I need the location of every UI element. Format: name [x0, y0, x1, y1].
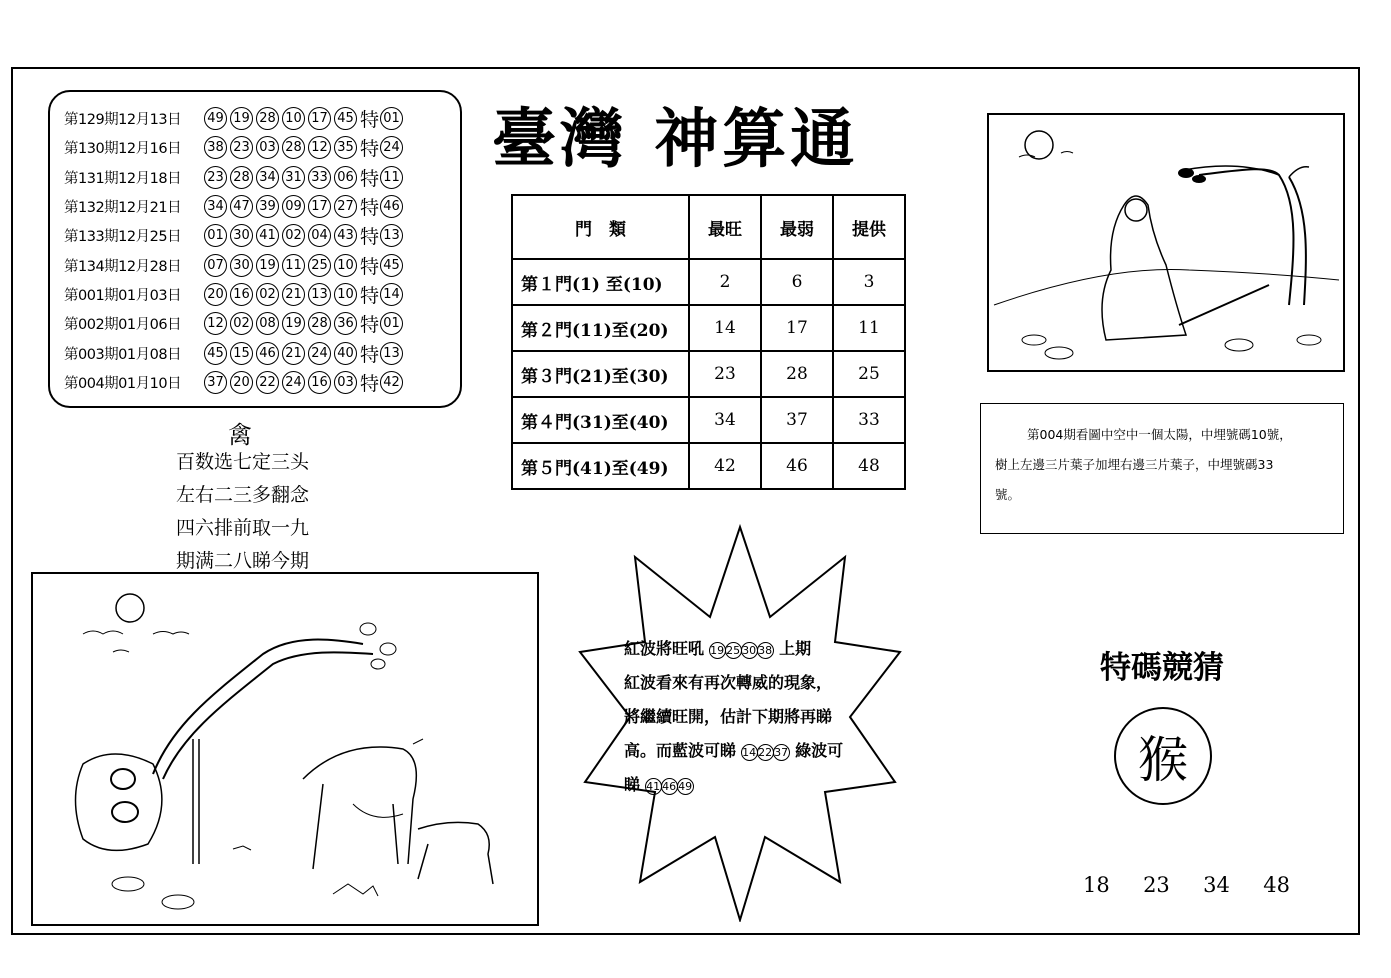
history-period-label: 第131期12月18日 [64, 170, 182, 187]
number-ball: 28 [308, 312, 331, 335]
explanation-line: 號。 [995, 487, 1021, 502]
number-ball: 10 [282, 107, 305, 130]
history-row [64, 133, 460, 162]
history-row [64, 368, 460, 397]
number-ball: 17 [308, 195, 331, 218]
number-ball: 19 [256, 254, 279, 277]
cell-provide: 3 [833, 259, 905, 305]
star-line-1-tail: 上期 [779, 639, 812, 658]
number-ball: 33 [308, 166, 331, 189]
gate-label: 第２門(11)至(20) [512, 305, 689, 351]
number-ball: 21 [282, 283, 305, 306]
poem-line: 期满二八睇今期 [176, 550, 310, 572]
number-ball: 19 [710, 644, 725, 657]
history-period-label: 第132期12月21日 [64, 200, 182, 217]
gate-label: 第４門(31)至(40) [512, 397, 689, 443]
special-label: 特 [360, 197, 380, 220]
cell-cold: 46 [761, 443, 833, 489]
number-ball: 22 [256, 371, 279, 394]
special-number-ball: 14 [380, 283, 403, 306]
number-ball: 38 [204, 136, 227, 159]
history-row [64, 163, 460, 192]
cell-provide: 25 [833, 351, 905, 397]
special-guess-title: 特碼競猜 [1100, 650, 1224, 686]
cell-hot: 23 [689, 351, 761, 397]
number-ball: 35 [334, 136, 357, 159]
header-hot: 最旺 [689, 195, 761, 259]
number-ball: 36 [334, 312, 357, 335]
history-period-label: 第133期12月25日 [64, 229, 182, 246]
cell-hot: 42 [689, 443, 761, 489]
history-row [64, 221, 460, 250]
number-ball: 30 [230, 224, 253, 247]
number-ball: 10 [334, 283, 357, 306]
special-label: 特 [360, 255, 380, 278]
cell-provide: 11 [833, 305, 905, 351]
number-ball: 11 [282, 254, 305, 277]
special-label: 特 [360, 314, 380, 337]
explanation-line: 第004期看圖中空中一個太陽，中埋號碼10號， [1027, 427, 1292, 442]
history-row [64, 309, 460, 338]
poem-line: 四六排前取一九 [176, 517, 310, 539]
old-man-drawing [989, 115, 1343, 370]
special-number-ball: 01 [380, 312, 403, 335]
history-period-label: 第002期01月06日 [64, 317, 182, 334]
number-ball: 16 [308, 371, 331, 394]
star-line-4-text: 高。而藍波可睇 [624, 741, 737, 760]
number-ball: 45 [204, 342, 227, 365]
number-ball: 37 [204, 371, 227, 394]
illustration-old-man [987, 113, 1345, 372]
header-provide: 提供 [833, 195, 905, 259]
number-ball: 49 [678, 780, 693, 793]
number-ball: 46 [662, 780, 677, 793]
illustration-goats [31, 572, 539, 926]
number-ball: 04 [308, 224, 331, 247]
history-row [64, 280, 460, 309]
table-row [512, 351, 905, 397]
special-number-ball: 13 [380, 224, 403, 247]
number-ball: 12 [204, 312, 227, 335]
star-line: 將繼續旺開，估計下期將再睇 [624, 707, 833, 726]
poem-line: 百数选七定三头 [176, 451, 310, 473]
draw-history-box [48, 90, 462, 408]
number-ball: 13 [308, 283, 331, 306]
star-line-1-text: 紅波將旺吼 [624, 639, 705, 658]
number-ball: 19 [282, 312, 305, 335]
number-ball: 30 [742, 644, 757, 657]
special-label: 特 [360, 226, 380, 249]
guess-numbers: 18 23 34 48 [1083, 873, 1290, 897]
number-ball: 25 [726, 644, 741, 657]
number-ball: 15 [230, 342, 253, 365]
explanation-line: 樹上左邊三片葉子加埋右邊三片葉子，中埋號碼33 [995, 457, 1274, 472]
cell-provide: 33 [833, 397, 905, 443]
number-ball: 09 [282, 195, 305, 218]
history-period-label: 第130期12月16日 [64, 141, 182, 158]
history-period-label: 第001期01月03日 [64, 287, 182, 304]
number-ball: 02 [282, 224, 305, 247]
number-ball: 02 [256, 283, 279, 306]
poem-title: 禽 [228, 421, 252, 449]
special-number-ball: 42 [380, 371, 403, 394]
goats-drawing [33, 574, 537, 924]
number-ball: 12 [308, 136, 331, 159]
gate-label: 第３門(21)至(30) [512, 351, 689, 397]
number-ball: 38 [758, 644, 773, 657]
special-label: 特 [360, 343, 380, 366]
special-number-ball: 01 [380, 107, 403, 130]
special-number-ball: 11 [380, 166, 403, 189]
number-ball: 10 [334, 254, 357, 277]
special-label: 特 [360, 284, 380, 307]
number-ball: 14 [742, 746, 757, 759]
history-period-label: 第134期12月28日 [64, 258, 182, 275]
table-header-row [512, 195, 905, 259]
table-row [512, 397, 905, 443]
number-ball: 28 [256, 107, 279, 130]
number-ball: 21 [282, 342, 305, 365]
number-ball: 28 [282, 136, 305, 159]
special-label: 特 [360, 372, 380, 395]
header-category: 門 類 [512, 195, 689, 259]
cell-cold: 6 [761, 259, 833, 305]
number-ball: 45 [334, 107, 357, 130]
special-number-ball: 45 [380, 254, 403, 277]
number-ball: 07 [204, 254, 227, 277]
special-number-ball: 13 [380, 342, 403, 365]
number-ball: 24 [308, 342, 331, 365]
table-row [512, 443, 905, 489]
star-line [624, 768, 886, 802]
gate-label: 第１門(1) 至(10) [512, 259, 689, 305]
number-ball: 49 [204, 107, 227, 130]
number-ball: 41 [646, 780, 661, 793]
number-ball: 23 [230, 136, 253, 159]
number-ball: 47 [230, 195, 253, 218]
number-ball: 08 [256, 312, 279, 335]
poem-line: 左右二三多翻念 [176, 484, 310, 506]
star-line-5-text: 睇 [624, 775, 641, 794]
history-period-label: 第003期01月08日 [64, 346, 182, 363]
number-ball: 31 [282, 166, 305, 189]
gate-table [511, 194, 906, 490]
history-row [64, 338, 460, 367]
number-ball: 03 [256, 136, 279, 159]
number-ball: 22 [758, 746, 773, 759]
number-ball: 06 [334, 166, 357, 189]
header-cold: 最弱 [761, 195, 833, 259]
page-title: 臺灣 神算通 [492, 102, 859, 177]
number-ball: 34 [256, 166, 279, 189]
star-line: 紅波看來有再次轉威的現象， [624, 673, 833, 692]
gate-label: 第５門(41)至(49) [512, 443, 689, 489]
number-ball: 41 [256, 224, 279, 247]
number-ball: 40 [334, 342, 357, 365]
number-ball: 46 [256, 342, 279, 365]
number-ball: 24 [282, 371, 305, 394]
history-row [64, 192, 460, 221]
number-ball: 27 [334, 195, 357, 218]
poem [176, 446, 309, 578]
special-label: 特 [360, 167, 380, 190]
number-ball: 28 [230, 166, 253, 189]
history-period-label: 第129期12月13日 [64, 112, 182, 129]
explanation-box [980, 403, 1344, 534]
cell-cold: 28 [761, 351, 833, 397]
special-number-ball: 24 [380, 136, 403, 159]
number-ball: 01 [204, 224, 227, 247]
number-ball: 34 [204, 195, 227, 218]
special-label: 特 [360, 138, 380, 161]
cell-cold: 37 [761, 397, 833, 443]
number-ball: 03 [334, 371, 357, 394]
history-row [64, 104, 460, 133]
number-ball: 20 [230, 371, 253, 394]
number-ball: 30 [230, 254, 253, 277]
number-ball: 43 [334, 224, 357, 247]
cell-hot: 34 [689, 397, 761, 443]
table-row [512, 259, 905, 305]
number-ball: 23 [204, 166, 227, 189]
number-ball: 25 [308, 254, 331, 277]
cell-hot: 14 [689, 305, 761, 351]
cell-provide: 48 [833, 443, 905, 489]
history-row [64, 250, 460, 279]
number-ball: 20 [204, 283, 227, 306]
zodiac-circle: 猴 [1114, 707, 1212, 805]
special-number-ball: 46 [380, 195, 403, 218]
number-ball: 16 [230, 283, 253, 306]
starburst-text [624, 632, 886, 802]
history-period-label: 第004期01月10日 [64, 375, 182, 392]
star-line [624, 734, 886, 768]
star-line-4-tail: 綠波可 [795, 741, 844, 760]
number-ball: 17 [308, 107, 331, 130]
star-line [624, 632, 886, 666]
cell-hot: 2 [689, 259, 761, 305]
number-ball: 39 [256, 195, 279, 218]
cell-cold: 17 [761, 305, 833, 351]
number-ball: 37 [774, 746, 789, 759]
special-label: 特 [360, 109, 380, 132]
number-ball: 02 [230, 312, 253, 335]
table-row [512, 305, 905, 351]
number-ball: 19 [230, 107, 253, 130]
